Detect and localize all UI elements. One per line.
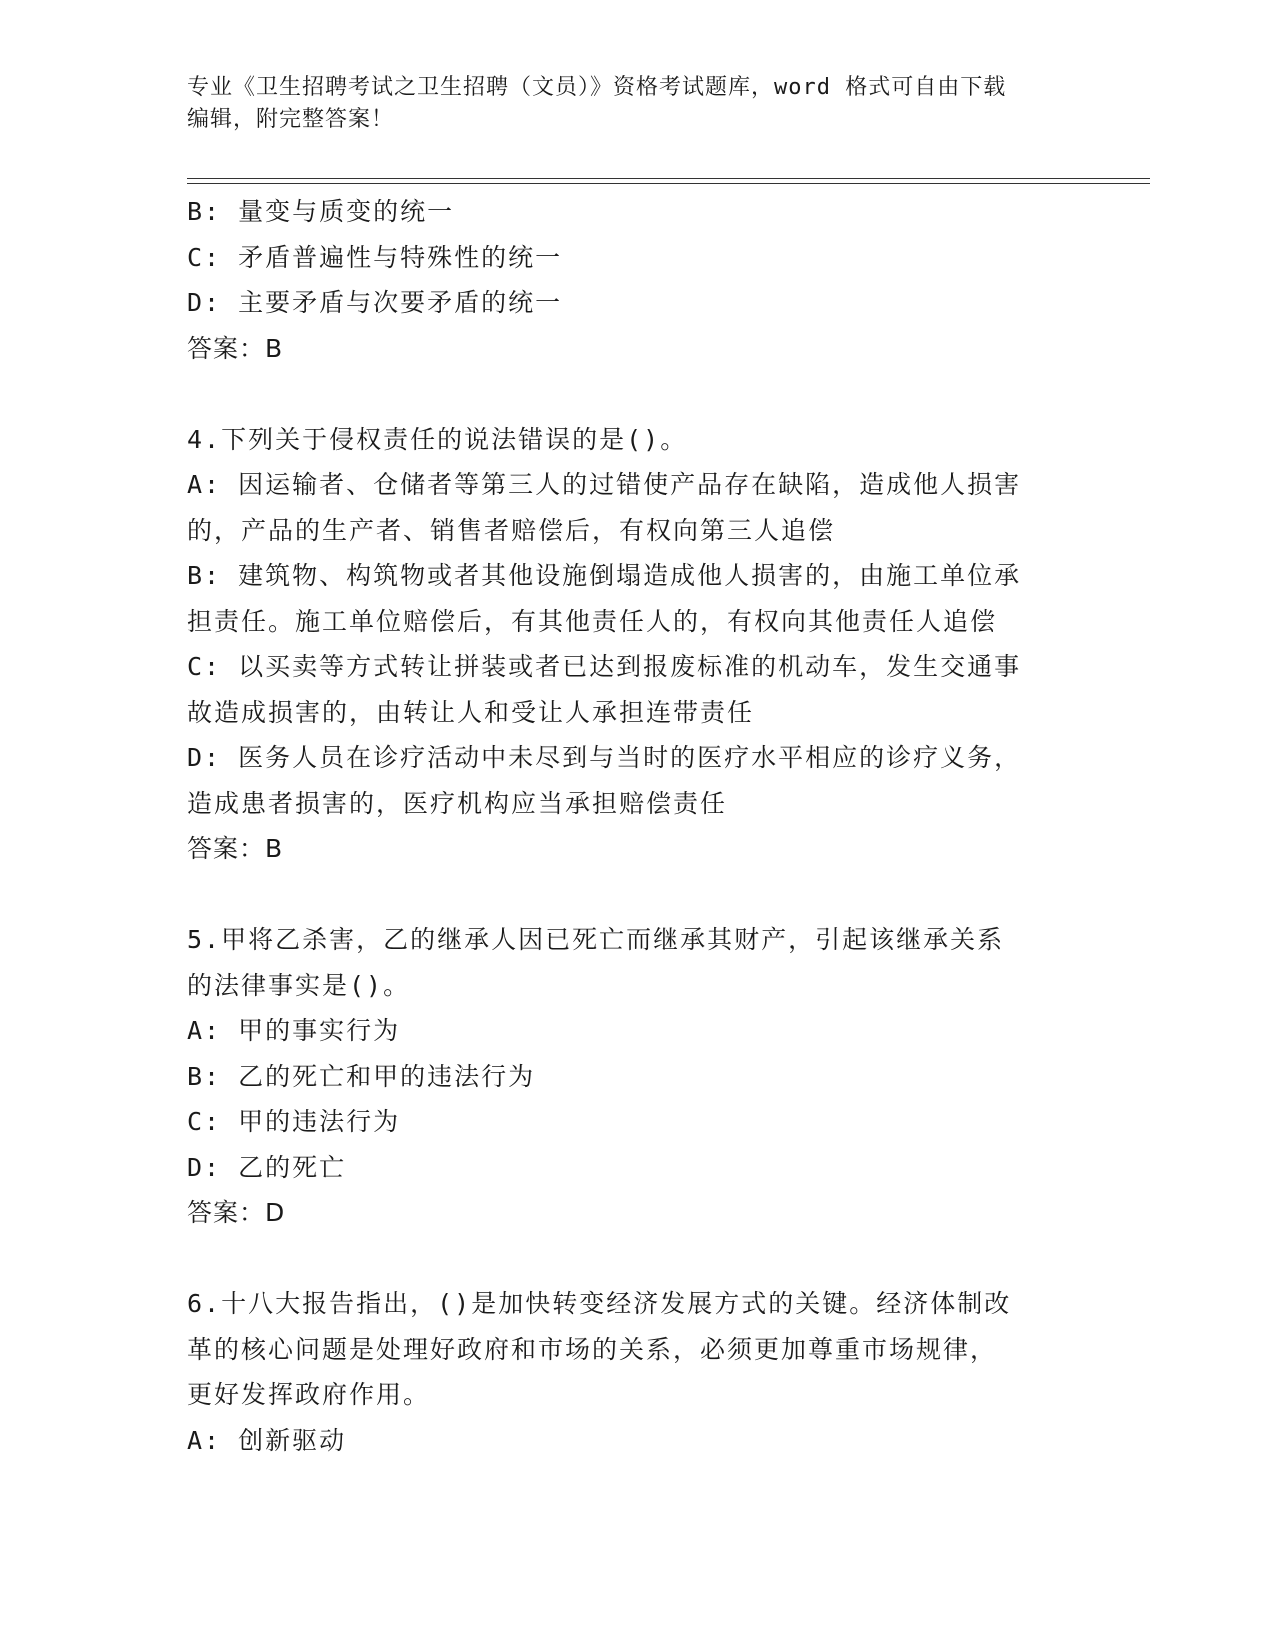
q4-option-c-line-1: C: 以买卖等方式转让拼装或者已达到报废标准的机动车，发生交通事	[187, 652, 1022, 681]
header-divider-bottom	[187, 183, 1150, 184]
document-header	[187, 72, 1067, 136]
question-content	[187, 189, 1067, 1463]
header-line-2: 编辑，附完整答案！	[187, 107, 395, 132]
header-divider-top	[187, 178, 1150, 179]
q5-option-c: C: 甲的违法行为	[187, 1107, 401, 1136]
q3-option-c: C: 矛盾普遍性与特殊性的统一	[187, 242, 563, 272]
header-line-1: 专业《卫生招聘考试之卫生招聘（文员）》资格考试题库，word 格式可自由下载	[187, 75, 1007, 100]
q5-answer: 答案：D	[187, 1198, 286, 1227]
q6-question-line-1: 6.十八大报告指出，()是加快转变经济发展方式的关键。经济体制改	[187, 1289, 1012, 1318]
q3-option-d: D: 主要矛盾与次要矛盾的统一	[187, 288, 563, 317]
q4-option-b-line-1: B: 建筑物、构筑物或者其他设施倒塌造成他人损害的，由施工单位承	[187, 561, 1022, 590]
q4-option-b-line-2: 担责任。施工单位赔偿后，有其他责任人的，有权向其他责任人追偿	[187, 606, 998, 636]
spacer	[187, 371, 1067, 417]
q3-option-b: B: 量变与质变的统一	[187, 197, 455, 226]
q5-option-d: D: 乙的死亡	[187, 1152, 347, 1182]
spacer	[187, 1236, 1067, 1282]
q6-question-line-2: 革的核心问题是处理好政府和市场的关系，必须更加尊重市场规律，	[187, 1334, 998, 1364]
q4-answer: 答案：B	[187, 834, 284, 863]
q4-option-d-line-1: D: 医务人员在诊疗活动中未尽到与当时的医疗水平相应的诊疗义务，	[187, 743, 1022, 772]
q5-question-line-2: 的法律事实是()。	[187, 970, 411, 1000]
q5-option-a: A: 甲的事实行为	[187, 1016, 401, 1045]
q5-question-line-1: 5.甲将乙杀害，乙的继承人因已死亡而继承其财产，引起该继承关系	[187, 925, 1005, 954]
q4-option-d-line-2: 造成患者损害的，医疗机构应当承担赔偿责任	[187, 788, 728, 818]
q4-option-c-line-2: 故造成损害的，由转让人和受让人承担连带责任	[187, 697, 755, 727]
q6-question-line-3: 更好发挥政府作用。	[187, 1380, 431, 1409]
q6-option-a: A: 创新驱动	[187, 1425, 347, 1455]
spacer	[187, 872, 1067, 918]
q3-answer: 答案：B	[187, 333, 284, 363]
q4-question: 4.下列关于侵权责任的说法错误的是()。	[187, 424, 688, 454]
q4-option-a-line-2: 的，产品的生产者、销售者赔偿后，有权向第三人追偿	[187, 515, 836, 545]
q4-option-a-line-1: A: 因运输者、仓储者等第三人的过错使产品存在缺陷，造成他人损害	[187, 470, 1022, 499]
q5-option-b: B: 乙的死亡和甲的违法行为	[187, 1061, 536, 1091]
